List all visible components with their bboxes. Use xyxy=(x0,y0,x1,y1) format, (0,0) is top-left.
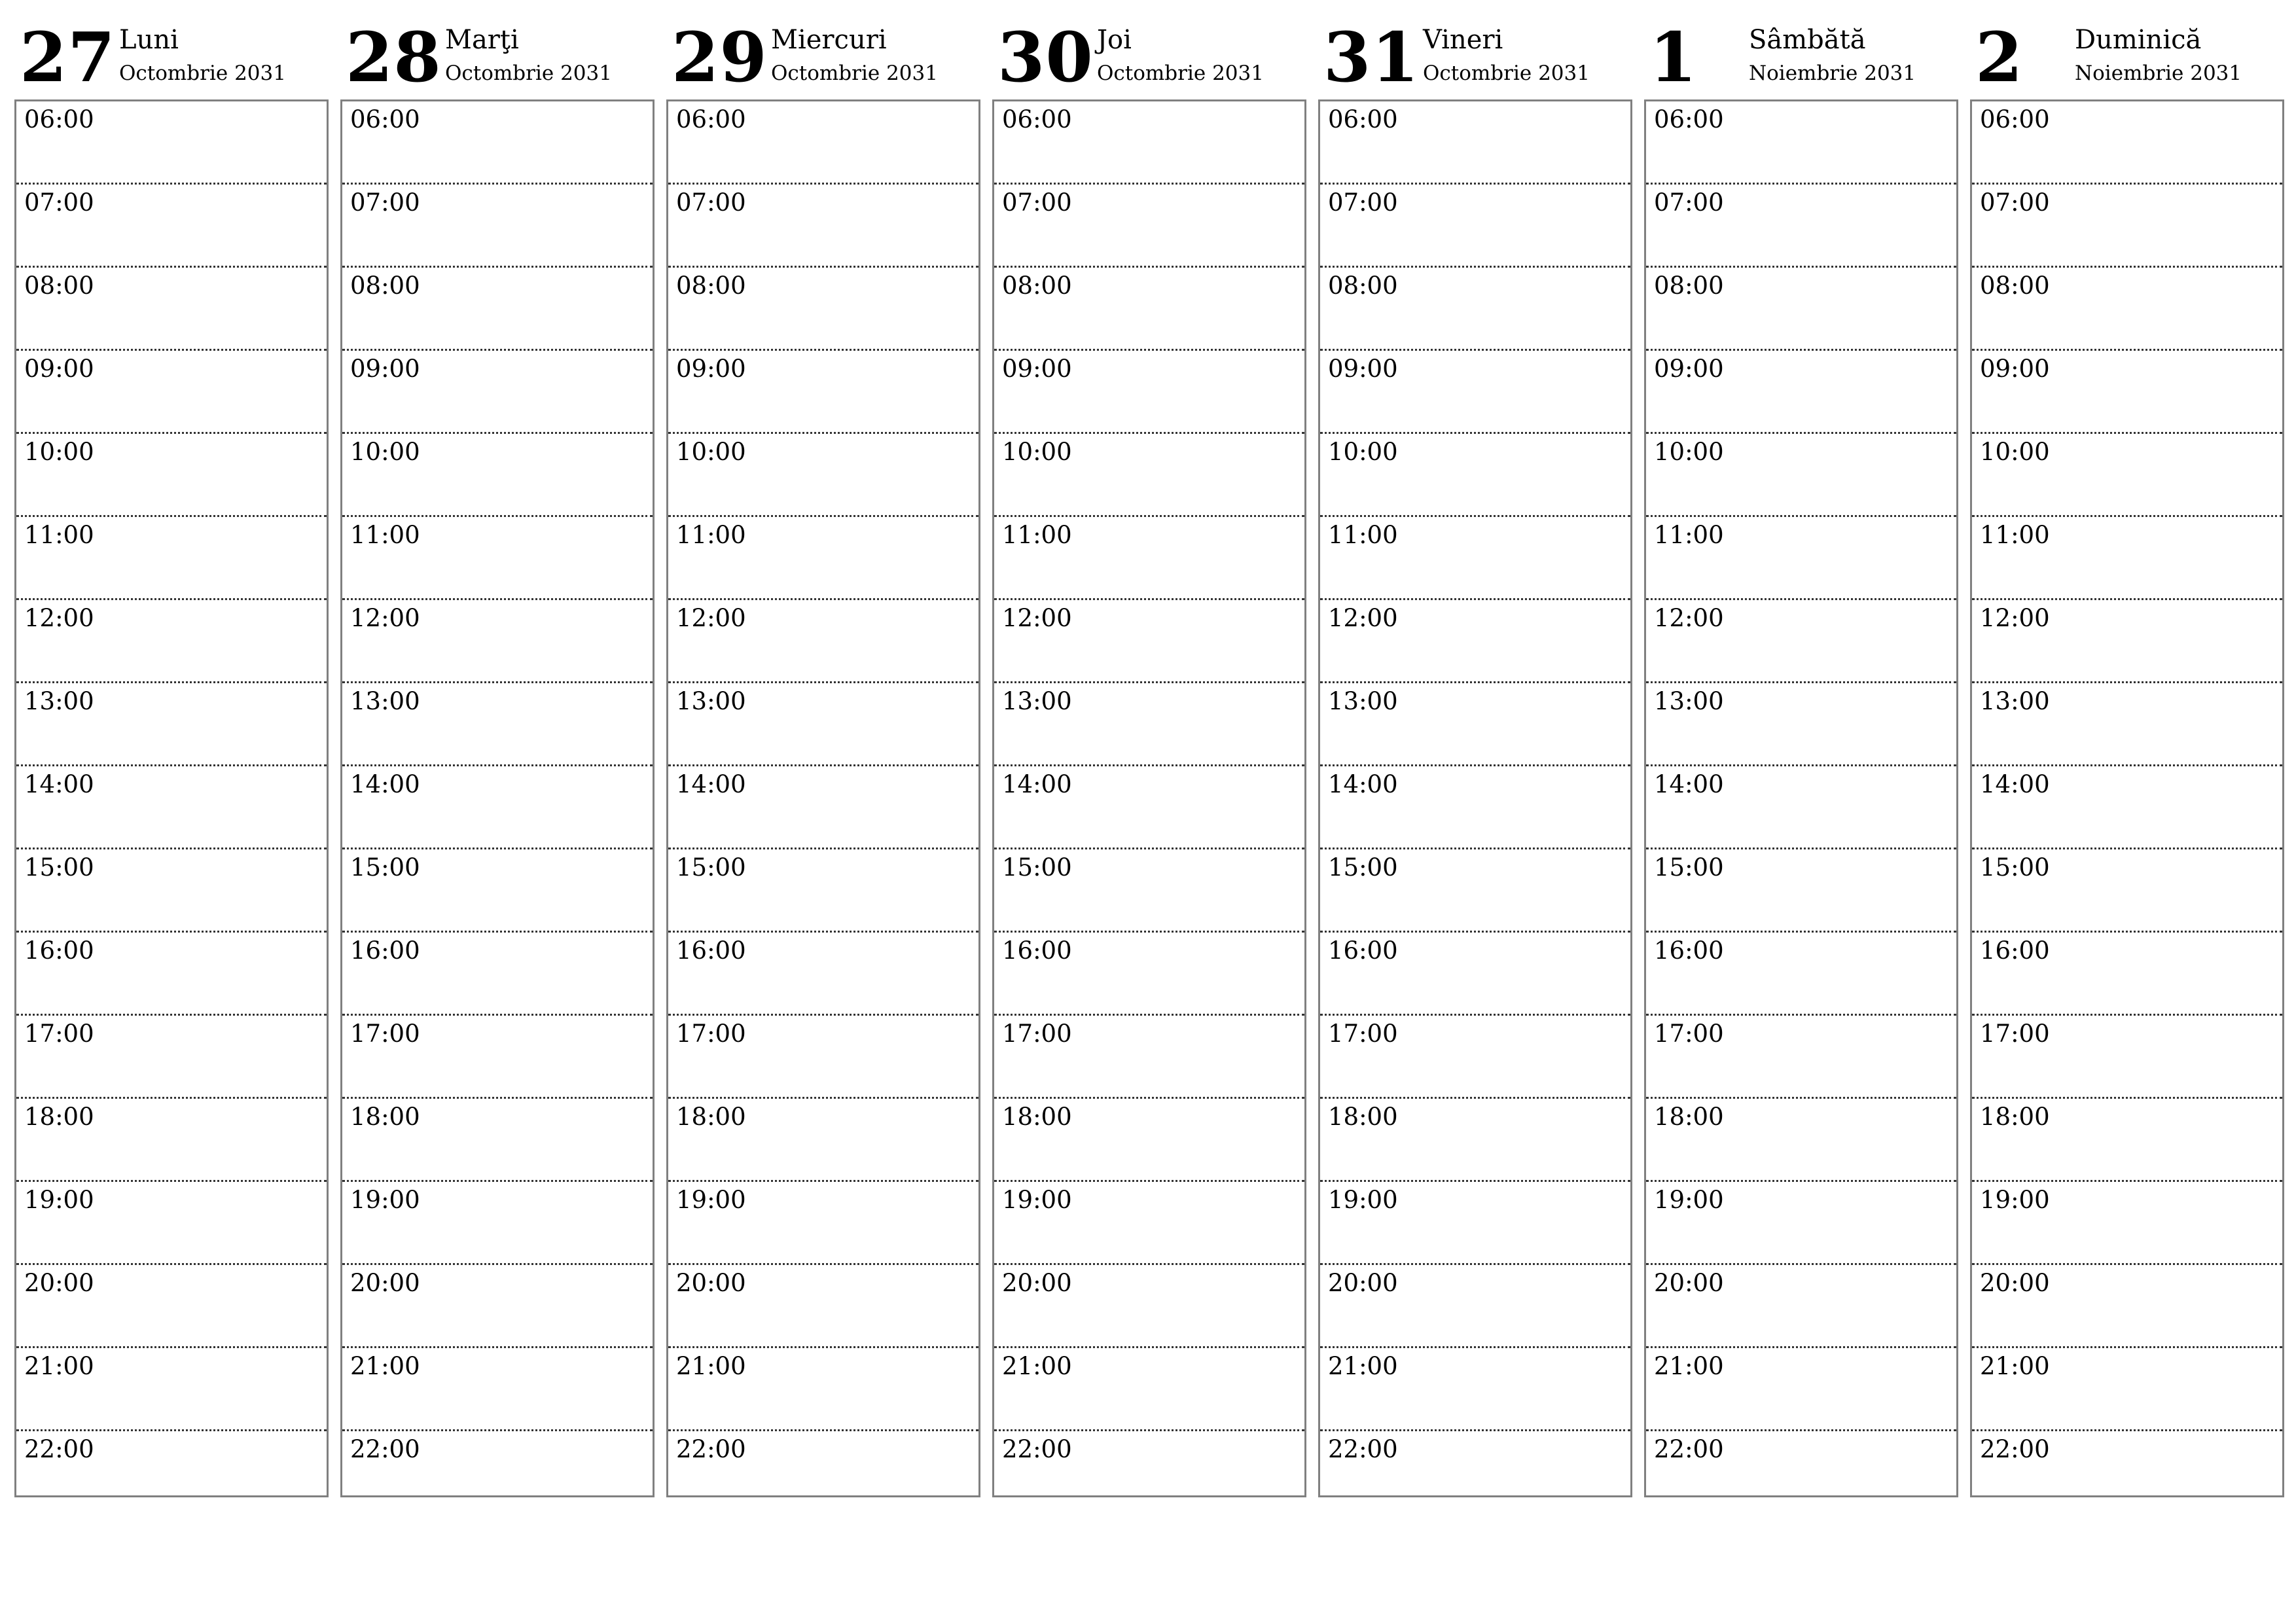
day-name: Vineri xyxy=(1423,25,1503,55)
day-name: Luni xyxy=(119,25,179,55)
time-slot[interactable] xyxy=(1320,1265,1630,1348)
time-slot[interactable] xyxy=(1972,1016,2282,1099)
time-slot-label: 13:00 xyxy=(1328,687,1398,715)
time-slot-label: 17:00 xyxy=(1002,1020,1072,1048)
time-slot-label: 11:00 xyxy=(350,521,420,549)
time-slot-label: 16:00 xyxy=(1002,936,1072,965)
time-slot-label: 06:00 xyxy=(24,105,94,134)
time-slot[interactable] xyxy=(994,933,1304,1016)
time-slot[interactable] xyxy=(994,600,1304,683)
day-name: Duminică xyxy=(2075,25,2202,55)
time-slot[interactable] xyxy=(1972,351,2282,434)
time-slot[interactable] xyxy=(668,1431,978,1512)
time-slot-label: 21:00 xyxy=(1980,1352,2050,1380)
time-slot-label: 18:00 xyxy=(1980,1103,2050,1131)
time-slot-label: 08:00 xyxy=(24,272,94,300)
time-slot[interactable] xyxy=(1972,434,2282,517)
day-column-saturday xyxy=(1644,0,1957,1463)
time-slot-label: 22:00 xyxy=(1328,1435,1398,1463)
time-slot-label: 21:00 xyxy=(1002,1352,1072,1380)
day-month: Noiembrie 2031 xyxy=(1749,62,1916,85)
time-slot-label: 13:00 xyxy=(350,687,420,715)
time-slot[interactable] xyxy=(1646,1182,1956,1265)
time-slot[interactable] xyxy=(16,1431,327,1512)
time-slot[interactable] xyxy=(1646,268,1956,351)
time-slot[interactable] xyxy=(16,351,327,434)
time-slot-label: 15:00 xyxy=(1654,853,1724,882)
time-slot[interactable] xyxy=(1320,351,1630,434)
time-slot-label: 17:00 xyxy=(1980,1020,2050,1048)
time-slot[interactable] xyxy=(1972,933,2282,1016)
time-slot-label: 06:00 xyxy=(676,105,746,134)
time-slot[interactable] xyxy=(342,268,653,351)
time-slot-label: 21:00 xyxy=(1328,1352,1398,1380)
time-slot-label: 10:00 xyxy=(676,438,746,466)
time-slot[interactable] xyxy=(342,1265,653,1348)
day-month: Octombrie 2031 xyxy=(119,62,286,85)
time-slot[interactable] xyxy=(1320,434,1630,517)
time-slot[interactable] xyxy=(994,1016,1304,1099)
time-slot[interactable] xyxy=(668,600,978,683)
time-slot[interactable] xyxy=(1646,849,1956,933)
time-slot-label: 19:00 xyxy=(1328,1186,1398,1214)
time-slot-label: 09:00 xyxy=(676,355,746,383)
time-slot-list xyxy=(1644,99,1958,1497)
time-slot[interactable] xyxy=(342,849,653,933)
time-slot[interactable] xyxy=(1320,101,1630,185)
time-slot-label: 11:00 xyxy=(24,521,94,549)
time-slot-label: 11:00 xyxy=(1002,521,1072,549)
time-slot[interactable] xyxy=(16,849,327,933)
time-slot-label: 06:00 xyxy=(1980,105,2050,134)
time-slot-label: 15:00 xyxy=(1980,853,2050,882)
time-slot[interactable] xyxy=(1646,1265,1956,1348)
time-slot-label: 17:00 xyxy=(24,1020,94,1048)
day-name: Marţi xyxy=(445,25,519,55)
time-slot-label: 09:00 xyxy=(350,355,420,383)
time-slot[interactable] xyxy=(1972,268,2282,351)
time-slot[interactable] xyxy=(994,351,1304,434)
time-slot-label: 08:00 xyxy=(1980,272,2050,300)
day-month: Octombrie 2031 xyxy=(1423,62,1590,85)
time-slot-label: 07:00 xyxy=(676,188,746,217)
day-header xyxy=(340,0,653,99)
time-slot[interactable] xyxy=(16,1348,327,1431)
day-month: Noiembrie 2031 xyxy=(2075,62,2242,85)
time-slot[interactable] xyxy=(342,1431,653,1512)
time-slot[interactable] xyxy=(342,600,653,683)
time-slot[interactable] xyxy=(1646,1016,1956,1099)
time-slot-label: 10:00 xyxy=(350,438,420,466)
time-slot-label: 20:00 xyxy=(24,1269,94,1297)
time-slot[interactable] xyxy=(994,1182,1304,1265)
time-slot[interactable] xyxy=(668,683,978,766)
time-slot[interactable] xyxy=(1320,1431,1630,1512)
time-slot-label: 18:00 xyxy=(350,1103,420,1131)
time-slot[interactable] xyxy=(1646,1431,1956,1512)
time-slot[interactable] xyxy=(1646,101,1956,185)
time-slot[interactable] xyxy=(1320,1099,1630,1182)
time-slot[interactable] xyxy=(1320,268,1630,351)
time-slot[interactable] xyxy=(1320,1016,1630,1099)
time-slot[interactable] xyxy=(1972,600,2282,683)
time-slot-label: 12:00 xyxy=(1002,604,1072,632)
time-slot[interactable] xyxy=(1320,600,1630,683)
time-slot[interactable] xyxy=(668,1182,978,1265)
time-slot-label: 15:00 xyxy=(350,853,420,882)
time-slot[interactable] xyxy=(1320,185,1630,268)
time-slot[interactable] xyxy=(1646,600,1956,683)
time-slot[interactable] xyxy=(342,434,653,517)
time-slot-label: 19:00 xyxy=(350,1186,420,1214)
time-slot[interactable] xyxy=(1320,849,1630,933)
time-slot-label: 12:00 xyxy=(350,604,420,632)
time-slot-label: 20:00 xyxy=(1328,1269,1398,1297)
time-slot-label: 06:00 xyxy=(1328,105,1398,134)
time-slot[interactable] xyxy=(994,434,1304,517)
time-slot-label: 11:00 xyxy=(676,521,746,549)
time-slot-label: 07:00 xyxy=(24,188,94,217)
time-slot-label: 22:00 xyxy=(1980,1435,2050,1463)
day-month: Octombrie 2031 xyxy=(1097,62,1264,85)
time-slot-label: 22:00 xyxy=(350,1435,420,1463)
time-slot-label: 09:00 xyxy=(1328,355,1398,383)
time-slot-label: 14:00 xyxy=(1654,770,1724,798)
time-slot[interactable] xyxy=(668,351,978,434)
day-column-wednesday xyxy=(666,0,979,1463)
time-slot[interactable] xyxy=(1646,434,1956,517)
time-slot[interactable] xyxy=(16,434,327,517)
time-slot-label: 10:00 xyxy=(24,438,94,466)
time-slot[interactable] xyxy=(1972,1099,2282,1182)
time-slot-label: 22:00 xyxy=(1654,1435,1724,1463)
time-slot[interactable] xyxy=(1320,1182,1630,1265)
time-slot[interactable] xyxy=(1972,766,2282,849)
time-slot-label: 13:00 xyxy=(676,687,746,715)
time-slot[interactable] xyxy=(1972,1182,2282,1265)
time-slot-label: 06:00 xyxy=(1002,105,1072,134)
time-slot-list xyxy=(1318,99,1632,1497)
time-slot[interactable] xyxy=(1972,1431,2282,1512)
day-name: Sâmbătă xyxy=(1749,25,1866,55)
day-header xyxy=(1970,0,2283,99)
time-slot[interactable] xyxy=(16,683,327,766)
day-column-sunday xyxy=(1970,0,2283,1463)
time-slot-label: 19:00 xyxy=(1980,1186,2050,1214)
time-slot[interactable] xyxy=(1646,517,1956,600)
time-slot-label: 09:00 xyxy=(1654,355,1724,383)
time-slot[interactable] xyxy=(668,434,978,517)
time-slot[interactable] xyxy=(1646,351,1956,434)
time-slot-label: 19:00 xyxy=(676,1186,746,1214)
time-slot[interactable] xyxy=(342,185,653,268)
time-slot-label: 22:00 xyxy=(1002,1435,1072,1463)
time-slot[interactable] xyxy=(1320,1348,1630,1431)
time-slot[interactable] xyxy=(668,1348,978,1431)
time-slot-label: 14:00 xyxy=(1002,770,1072,798)
time-slot-label: 16:00 xyxy=(24,936,94,965)
time-slot-label: 19:00 xyxy=(24,1186,94,1214)
time-slot-label: 07:00 xyxy=(1002,188,1072,217)
time-slot-label: 14:00 xyxy=(1980,770,2050,798)
time-slot-label: 20:00 xyxy=(350,1269,420,1297)
time-slot-label: 20:00 xyxy=(1654,1269,1724,1297)
time-slot[interactable] xyxy=(994,849,1304,933)
time-slot-label: 21:00 xyxy=(1654,1352,1724,1380)
time-slot[interactable] xyxy=(668,268,978,351)
time-slot-label: 06:00 xyxy=(350,105,420,134)
time-slot-label: 21:00 xyxy=(676,1352,746,1380)
time-slot[interactable] xyxy=(994,683,1304,766)
time-slot-label: 16:00 xyxy=(676,936,746,965)
time-slot-label: 12:00 xyxy=(24,604,94,632)
time-slot[interactable] xyxy=(994,766,1304,849)
time-slot[interactable] xyxy=(1972,517,2282,600)
time-slot[interactable] xyxy=(16,1265,327,1348)
time-slot-label: 18:00 xyxy=(1002,1103,1072,1131)
time-slot-label: 17:00 xyxy=(1654,1020,1724,1048)
time-slot[interactable] xyxy=(668,1016,978,1099)
day-number: 29 xyxy=(672,17,768,98)
time-slot[interactable] xyxy=(994,268,1304,351)
day-number: 2 xyxy=(1975,17,2024,98)
time-slot[interactable] xyxy=(1972,849,2282,933)
time-slot-label: 18:00 xyxy=(1654,1103,1724,1131)
time-slot[interactable] xyxy=(342,1016,653,1099)
time-slot[interactable] xyxy=(16,933,327,1016)
time-slot-label: 12:00 xyxy=(1328,604,1398,632)
time-slot-label: 15:00 xyxy=(1002,853,1072,882)
time-slot-label: 16:00 xyxy=(1654,936,1724,965)
day-header xyxy=(666,0,979,99)
time-slot-label: 21:00 xyxy=(350,1352,420,1380)
time-slot[interactable] xyxy=(16,1099,327,1182)
time-slot-label: 19:00 xyxy=(1654,1186,1724,1214)
time-slot-label: 08:00 xyxy=(1002,272,1072,300)
time-slot-label: 14:00 xyxy=(676,770,746,798)
time-slot-label: 08:00 xyxy=(1328,272,1398,300)
time-slot-label: 17:00 xyxy=(1328,1020,1398,1048)
day-number: 1 xyxy=(1649,17,1698,98)
time-slot[interactable] xyxy=(1972,185,2282,268)
time-slot[interactable] xyxy=(16,1016,327,1099)
time-slot-label: 15:00 xyxy=(24,853,94,882)
time-slot[interactable] xyxy=(668,1099,978,1182)
day-header xyxy=(1644,0,1957,99)
day-column-thursday xyxy=(992,0,1305,1463)
time-slot[interactable] xyxy=(1646,933,1956,1016)
time-slot-label: 10:00 xyxy=(1328,438,1398,466)
time-slot[interactable] xyxy=(342,1099,653,1182)
time-slot[interactable] xyxy=(16,517,327,600)
time-slot-label: 16:00 xyxy=(350,936,420,965)
time-slot-label: 07:00 xyxy=(350,188,420,217)
day-month: Octombrie 2031 xyxy=(445,62,612,85)
time-slot-label: 07:00 xyxy=(1980,188,2050,217)
time-slot-label: 12:00 xyxy=(676,604,746,632)
time-slot-label: 20:00 xyxy=(676,1269,746,1297)
day-number: 31 xyxy=(1323,17,1420,98)
time-slot[interactable] xyxy=(16,600,327,683)
time-slot[interactable] xyxy=(342,1348,653,1431)
time-slot-label: 13:00 xyxy=(24,687,94,715)
time-slot-label: 16:00 xyxy=(1328,936,1398,965)
time-slot[interactable] xyxy=(994,517,1304,600)
time-slot-label: 18:00 xyxy=(676,1103,746,1131)
time-slot-label: 08:00 xyxy=(676,272,746,300)
time-slot[interactable] xyxy=(668,1265,978,1348)
time-slot[interactable] xyxy=(16,1182,327,1265)
time-slot-label: 17:00 xyxy=(676,1020,746,1048)
time-slot-label: 13:00 xyxy=(1980,687,2050,715)
time-slot-label: 10:00 xyxy=(1980,438,2050,466)
time-slot[interactable] xyxy=(1646,766,1956,849)
time-slot-label: 15:00 xyxy=(676,853,746,882)
time-slot-list xyxy=(340,99,655,1497)
time-slot[interactable] xyxy=(16,101,327,185)
time-slot[interactable] xyxy=(1646,185,1956,268)
time-slot[interactable] xyxy=(994,185,1304,268)
time-slot-label: 18:00 xyxy=(1328,1103,1398,1131)
time-slot-label: 15:00 xyxy=(1328,853,1398,882)
time-slot-list xyxy=(14,99,329,1497)
day-column-tuesday xyxy=(340,0,653,1463)
day-month: Octombrie 2031 xyxy=(771,62,938,85)
time-slot[interactable] xyxy=(668,185,978,268)
time-slot[interactable] xyxy=(342,1182,653,1265)
time-slot-label: 17:00 xyxy=(350,1020,420,1048)
time-slot-label: 07:00 xyxy=(1654,188,1724,217)
day-header xyxy=(1318,0,1631,99)
time-slot-label: 10:00 xyxy=(1002,438,1072,466)
day-name: Miercuri xyxy=(771,25,887,55)
time-slot[interactable] xyxy=(668,933,978,1016)
time-slot[interactable] xyxy=(1320,933,1630,1016)
day-header xyxy=(992,0,1305,99)
time-slot[interactable] xyxy=(342,766,653,849)
time-slot-label: 13:00 xyxy=(1654,687,1724,715)
time-slot[interactable] xyxy=(16,766,327,849)
time-slot[interactable] xyxy=(994,1099,1304,1182)
time-slot[interactable] xyxy=(668,517,978,600)
time-slot-label: 13:00 xyxy=(1002,687,1072,715)
time-slot[interactable] xyxy=(1646,1348,1956,1431)
day-number: 28 xyxy=(346,17,442,98)
time-slot-label: 11:00 xyxy=(1980,521,2050,549)
time-slot-label: 12:00 xyxy=(1980,604,2050,632)
time-slot-list xyxy=(666,99,980,1497)
time-slot[interactable] xyxy=(668,766,978,849)
time-slot[interactable] xyxy=(1320,517,1630,600)
time-slot[interactable] xyxy=(668,101,978,185)
time-slot-label: 14:00 xyxy=(350,770,420,798)
time-slot[interactable] xyxy=(1320,766,1630,849)
time-slot[interactable] xyxy=(16,268,327,351)
day-header xyxy=(14,0,327,99)
time-slot-label: 09:00 xyxy=(1002,355,1072,383)
time-slot[interactable] xyxy=(1972,1348,2282,1431)
time-slot-label: 11:00 xyxy=(1328,521,1398,549)
time-slot[interactable] xyxy=(1972,1265,2282,1348)
time-slot-label: 09:00 xyxy=(1980,355,2050,383)
time-slot-label: 08:00 xyxy=(1654,272,1724,300)
time-slot[interactable] xyxy=(994,1431,1304,1512)
day-column-monday xyxy=(14,0,327,1463)
time-slot[interactable] xyxy=(1972,683,2282,766)
time-slot-label: 14:00 xyxy=(24,770,94,798)
time-slot-label: 07:00 xyxy=(1328,188,1398,217)
time-slot-label: 11:00 xyxy=(1654,521,1724,549)
time-slot-label: 08:00 xyxy=(350,272,420,300)
time-slot-label: 09:00 xyxy=(24,355,94,383)
time-slot-label: 06:00 xyxy=(1654,105,1724,134)
time-slot-label: 12:00 xyxy=(1654,604,1724,632)
time-slot-label: 20:00 xyxy=(1002,1269,1072,1297)
time-slot[interactable] xyxy=(1646,683,1956,766)
time-slot-label: 21:00 xyxy=(24,1352,94,1380)
time-slot-label: 14:00 xyxy=(1328,770,1398,798)
time-slot[interactable] xyxy=(994,1348,1304,1431)
day-number: 27 xyxy=(20,17,116,98)
time-slot[interactable] xyxy=(342,933,653,1016)
time-slot[interactable] xyxy=(342,683,653,766)
day-number: 30 xyxy=(997,17,1094,98)
time-slot[interactable] xyxy=(994,1265,1304,1348)
time-slot[interactable] xyxy=(342,351,653,434)
time-slot-label: 22:00 xyxy=(676,1435,746,1463)
time-slot[interactable] xyxy=(1320,683,1630,766)
day-column-friday xyxy=(1318,0,1631,1463)
time-slot[interactable] xyxy=(1646,1099,1956,1182)
time-slot-label: 19:00 xyxy=(1002,1186,1072,1214)
time-slot-label: 18:00 xyxy=(24,1103,94,1131)
day-name: Joi xyxy=(1097,25,1132,55)
time-slot-list xyxy=(1970,99,2284,1497)
time-slot-label: 20:00 xyxy=(1980,1269,2050,1297)
time-slot[interactable] xyxy=(342,101,653,185)
time-slot[interactable] xyxy=(1972,101,2282,185)
time-slot[interactable] xyxy=(16,185,327,268)
time-slot-label: 16:00 xyxy=(1980,936,2050,965)
time-slot[interactable] xyxy=(342,517,653,600)
time-slot-label: 22:00 xyxy=(24,1435,94,1463)
time-slot-label: 10:00 xyxy=(1654,438,1724,466)
time-slot[interactable] xyxy=(994,101,1304,185)
time-slot[interactable] xyxy=(668,849,978,933)
time-slot-list xyxy=(992,99,1306,1497)
